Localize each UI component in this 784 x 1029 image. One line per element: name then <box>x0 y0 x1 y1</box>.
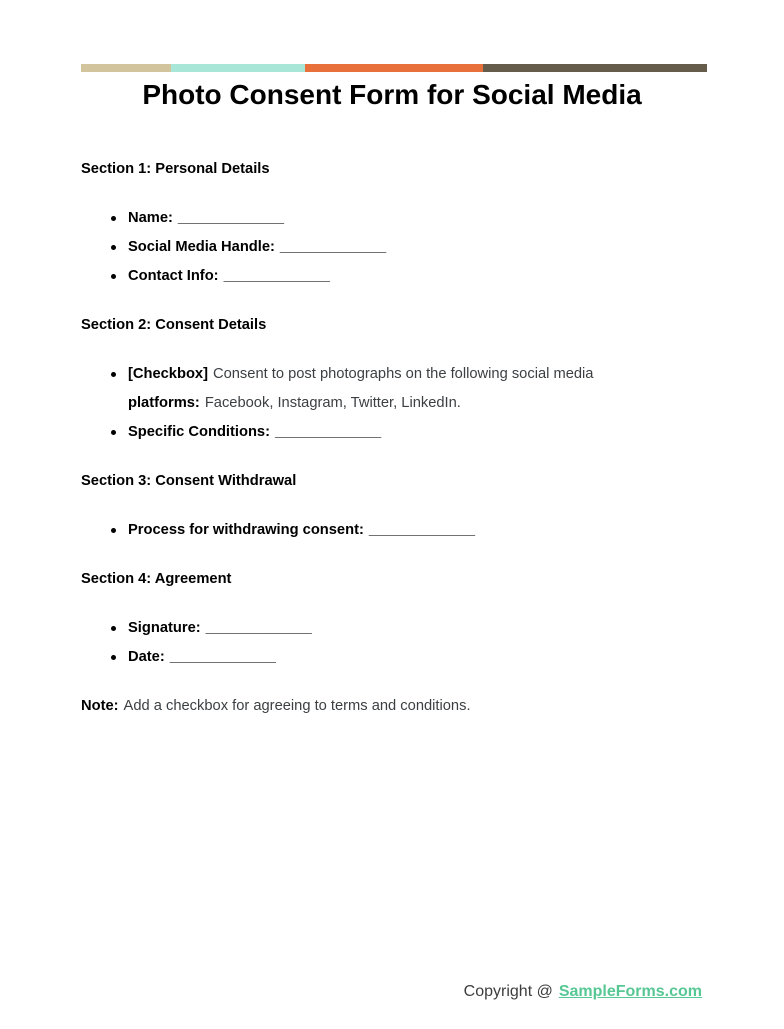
date-blank: _____________ <box>169 649 276 665</box>
section-4-list <box>81 614 707 672</box>
section-3-list <box>81 516 707 545</box>
bullet-icon <box>111 528 116 533</box>
bar-segment-mint <box>171 64 305 72</box>
contact-info-blank: _____________ <box>223 268 330 284</box>
list-item-checkbox-consent <box>81 360 707 418</box>
specific-conditions-blank: _____________ <box>274 424 382 440</box>
section-1-heading: Section 1: Personal Details <box>81 161 270 177</box>
bullet-icon <box>111 216 116 221</box>
list-item-name <box>81 204 707 233</box>
specific-conditions-label: Specific Conditions: <box>128 424 270 440</box>
list-item-contact-info <box>81 262 707 291</box>
bullet-icon <box>111 372 116 377</box>
bar-segment-olive <box>483 64 707 72</box>
date-label: Date: <box>128 649 165 665</box>
social-media-handle-blank: _____________ <box>279 239 387 255</box>
section-3-heading: Section 3: Consent Withdrawal <box>81 473 297 489</box>
list-item-signature <box>81 614 707 643</box>
sampleforms-link[interactable]: SampleForms.com <box>558 983 702 1000</box>
social-media-handle-label: Social Media Handle: <box>128 239 275 255</box>
note-paragraph <box>81 692 707 721</box>
name-blank: _____________ <box>177 210 285 226</box>
bar-segment-orange <box>305 64 483 72</box>
decorative-color-bar <box>81 64 707 72</box>
consent-line-1 <box>128 360 707 389</box>
note-text: Add a checkbox for agreeing to terms and conditions. <box>123 698 471 714</box>
signature-label: Signature: <box>128 620 201 636</box>
list-item-specific-conditions <box>81 418 707 447</box>
list-item-withdrawal-process <box>81 516 707 545</box>
platforms-label: platforms: <box>128 395 200 411</box>
bullet-icon <box>111 274 116 279</box>
withdrawal-process-label: Process for withdrawing consent: <box>128 522 364 538</box>
signature-blank: _____________ <box>205 620 312 636</box>
section-4-heading: Section 4: Agreement <box>81 571 232 587</box>
consent-text: Consent to post photographs on the following social media <box>212 366 594 382</box>
bullet-icon <box>111 430 116 435</box>
list-item-date <box>81 643 707 672</box>
withdrawal-process-blank: _____________ <box>368 522 476 538</box>
checkbox-placeholder-label: [Checkbox] <box>128 366 208 382</box>
page-title: Photo Consent Form for Social Media <box>142 79 642 110</box>
name-label: Name: <box>128 210 173 226</box>
bullet-icon <box>111 245 116 250</box>
platforms-list: Facebook, Instagram, Twitter, LinkedIn. <box>204 395 461 411</box>
note-label: Note: <box>81 698 119 714</box>
bullet-icon <box>111 626 116 631</box>
section-2-heading: Section 2: Consent Details <box>81 317 267 333</box>
contact-info-label: Contact Info: <box>128 268 219 284</box>
bullet-icon <box>111 655 116 660</box>
section-2-list <box>81 360 707 447</box>
consent-line-2 <box>128 389 707 418</box>
document-body <box>81 155 707 721</box>
footer <box>464 982 702 1002</box>
section-1-list <box>81 204 707 291</box>
copyright-text: Copyright @ <box>463 983 553 1000</box>
list-item-social-media-handle <box>81 233 707 262</box>
bar-segment-tan <box>81 64 171 72</box>
